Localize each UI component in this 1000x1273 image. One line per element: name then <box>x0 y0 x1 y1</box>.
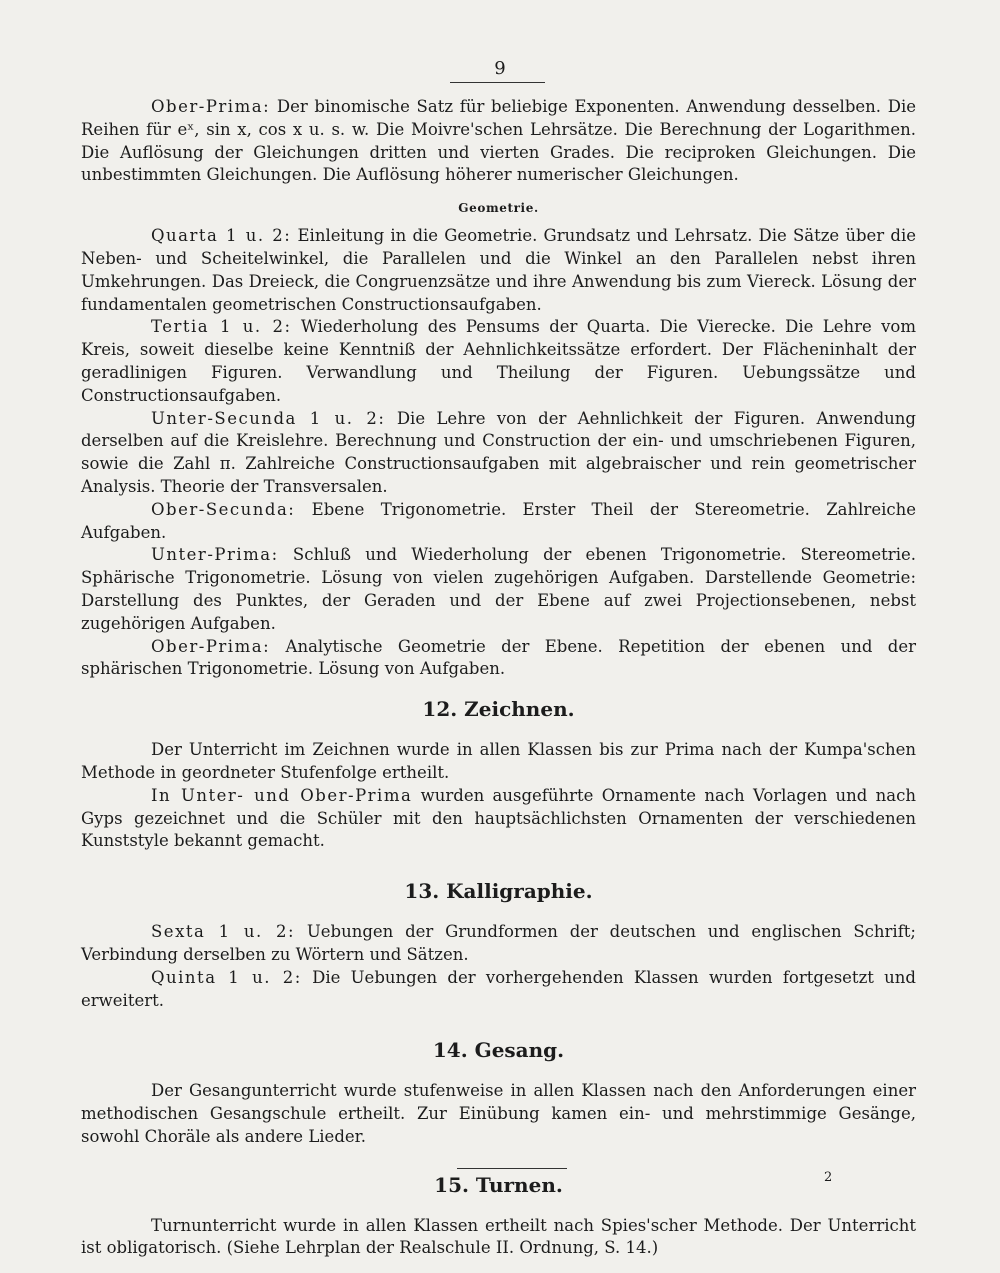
section-heading-kalligraphie: 13. Kalligraphie. <box>404 879 593 904</box>
class-label: In Unter- und Ober-Prima <box>151 785 413 805</box>
geometry-unter-prima <box>81 544 916 635</box>
geometry-tertia <box>81 316 916 407</box>
section-heading-turnen: 15. Turnen. <box>434 1172 563 1197</box>
kalligraphie-sexta <box>81 921 916 967</box>
section-heading-gesang: 14. Gesang. <box>432 1038 565 1063</box>
zeichnen-paragraph-1: Der Unterricht im Zeichnen wurde in allen Klassen bis zur Prima nach der Kumpa'schen Methode in geordneter Stufenfolge ertheilt. <box>81 740 916 782</box>
paragraph-text: Wiederholung des Pensums der Quarta. Die Vierecke. Die Lehre vom Kreis, soweit dieselbe keine Kenntniß der Aehnlichkeitssätze erfordert. Der Flächeninhalt der geradlinigen Figuren. Verwandlung und Theilung der Figuren. Uebungssätze und Constructionsaufgaben. <box>81 317 916 405</box>
paragraph-text: wurden ausgeführte Ornamente nach Vorlagen und nach Gyps gezeichnet und die Schüler mit den hauptsächlichsten Ornamenten der verschiedenen Kunststyle bekannt gemacht. <box>81 785 916 851</box>
paragraph-text: Der binomische Satz für beliebige Exponenten. Anwendung desselben. Die Reihen für eˣ, sin x, cos x u. s. w. Die Moivre'schen Lehrsätze. Die Berechnung der Logarithmen. Die Auflösung der Gleichungen dritten und vierten Grades. Die reciproken Gleichungen. Die unbestimmten Gleichungen. Die Auflösung höherer numerischer Gleichungen. <box>81 97 916 185</box>
class-label: Quinta 1 u. 2: <box>151 967 302 987</box>
geometry-ober-prima <box>81 636 916 682</box>
page-number: 9 <box>494 58 506 79</box>
class-label: Unter-Prima: <box>151 545 279 565</box>
geometry-title: Geometrie. <box>458 201 539 216</box>
class-label: Sexta 1 u. 2: <box>151 922 296 942</box>
signature-mark: 2 <box>824 1170 833 1185</box>
paragraph-text: Schluß und Wiederholung der ebenen Trigonometrie. Stereometrie. Sphärische Trigonometrie. Lösung von vielen zugehörigen Aufgaben. Darstellende Geometrie: Darstellung des Punktes, der Geraden und der Ebene auf zwei Projectionsebenen, nebst zugehörigen Aufgaben. <box>81 545 916 633</box>
header-rule <box>450 82 545 83</box>
class-label: Ober-Prima: <box>151 97 271 116</box>
turnen-paragraph: Turnunterricht wurde in allen Klassen ertheilt nach Spies'scher Methode. Der Unterricht ist obligatorisch. (Siehe Lehrplan der Realschule II. Ordnung, S. 14.) <box>81 1215 916 1258</box>
zeichnen-paragraph-2 <box>81 785 916 853</box>
page-content <box>81 96 916 1260</box>
class-label: Unter-Secunda 1 u. 2: <box>151 408 386 428</box>
paragraph-text: Uebungen der Grundformen der deutschen und englischen Schrift; Verbindung derselben zu Wörtern und Sätzen. <box>81 922 916 964</box>
geometry-unter-secunda <box>81 408 916 499</box>
kalligraphie-quinta <box>81 967 916 1013</box>
paragraph-text: Die Lehre von der Aehnlichkeit der Figuren. Anwendung derselben auf die Kreislehre. Berechnung und Construction der ein- und umschriebenen Figuren, sowie die Zahl π. Zahlreiche Constructionsaufgaben mit algebraischer und rein geometrischer Analysis. Theorie der Transversalen. <box>81 408 916 496</box>
class-label: Tertia 1 u. 2: <box>151 317 292 337</box>
geometry-ober-secunda <box>81 499 916 545</box>
geometry-quarta <box>81 225 916 316</box>
paragraph-text: Einleitung in die Geometrie. Grundsatz und Lehrsatz. Die Sätze über die Neben- und Scheitelwinkel, die Parallelen und die Winkel an den Parallelen nebst ihren Umkehrungen. Das Dreieck, die Congruenzsätze und ihre Anwendung bis zum Viereck. Lösung der fundamentalen geometrischen Constructionsaufgaben. <box>81 226 916 314</box>
footer-rule <box>457 1168 567 1169</box>
gesang-paragraph: Der Gesangunterricht wurde stufenweise in allen Klassen nach den Anforderungen einer methodischen Gesangschule ertheilt. Zur Einübung kamen ein- und mehrstimmige Gesänge, sowohl Choräle als andere Lieder. <box>81 1081 916 1146</box>
section-heading-zeichnen: 12. Zeichnen. <box>422 697 575 722</box>
class-label: Quarta 1 u. 2: <box>151 226 292 246</box>
paragraph-text: Analytische Geometrie der Ebene. Repetition der ebenen und der sphärischen Trigonometrie. Lösung von Aufgaben. <box>81 636 916 679</box>
class-label: Ober-Secunda: <box>151 499 296 519</box>
paragraph-text: Ebene Trigonometrie. Erster Theil der Stereometrie. Zahlreiche Aufgaben. <box>81 499 916 542</box>
class-label: Ober-Prima: <box>151 636 271 656</box>
math-ober-prima <box>81 96 916 187</box>
paragraph-text: Die Uebungen der vorhergehenden Klassen wurden fortgesetzt und erweitert. <box>81 967 916 1010</box>
